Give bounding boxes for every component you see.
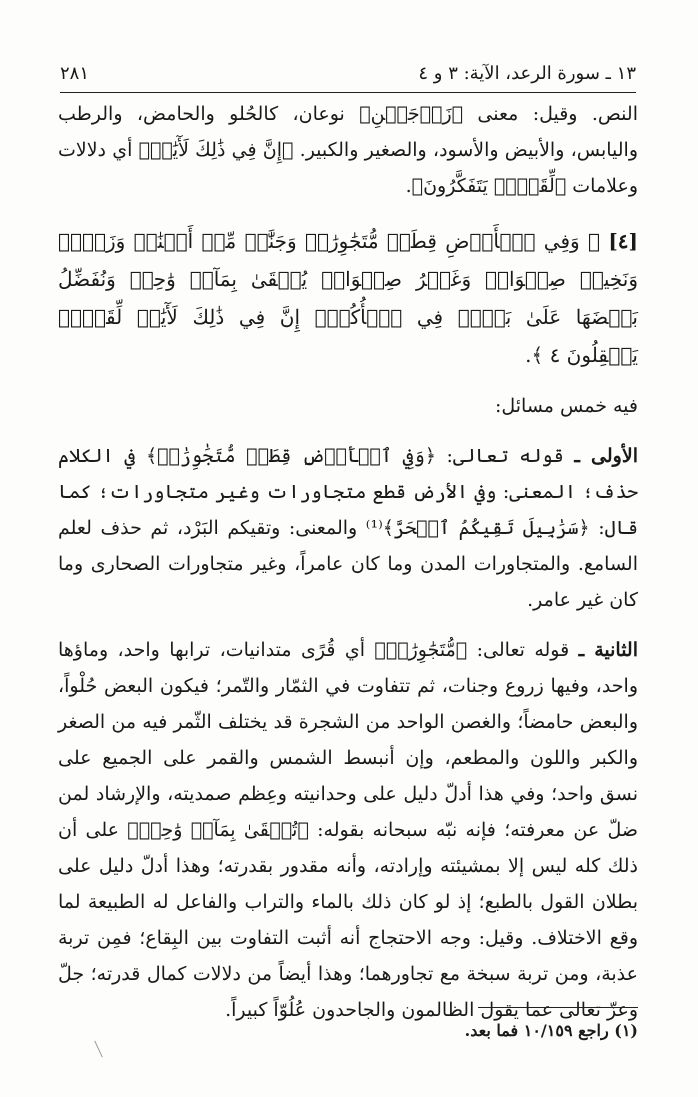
scan-mark bbox=[94, 1041, 103, 1058]
issue-one-text: قوله تعالى: ﴿وَفِي ٱلۡأَرۡضِ قِطَعٞ مُّتَجَٰوِرَٰتٞ﴾ في الكلام حذف؛ المعنى: وفي الأرض قطع متجاورات وغير متجاورات؛ كما قال: ﴿سَرَٰبِيلَ تَقِيكُمُ ٱلۡحَرَّ﴾⁽¹⁾ والمعنى: وتقيكم البَرْد، ثم حذف لعلم السامع. والمتجاورات المدن وما كان عامراً، وغير متجاورات الصحارى وما كان غير عامر. bbox=[58, 445, 638, 611]
footnote: (١) راجع ١٠/١٥٩ فما بعد. bbox=[464, 1021, 638, 1040]
page-number: ٢٨١ bbox=[60, 62, 90, 84]
issue-two-heading: الثانية ـ bbox=[578, 639, 639, 661]
issue-two-text: قوله تعالى: ﴿مُّتَجَٰوِرَٰتٞ﴾ أي قُرًى متدانيات، ترابها واحد، وماؤها واحد، وفيها زروع وجنات، ثم تتفاوت في الثمّار والتّمر؛ فيكون البعض حُلْواً، والبعض حامضاً؛ والغصن الواحد من الشجرة قد يختلف الثّمر فيه من الصغر والكبر واللون والمطعم، وإن أنبسط الشمس والقمر على الجميع على نسق واحد؛ وفي هذا أدلّ دليل على وحدانيته وعِظم صمديته، والإرشاد لمن ضلّ عن معرفته؛ فإنه نبّه سبحانه بقوله: ﴿تُسۡقَىٰ بِمَآءٖ وَٰحِدٖ﴾ على أن ذلك كله ليس إلا بمشيئته وإرادته، وأنه مقدور بقدرته؛ وهذا أدلّ دليل على بطلان القول بالطبع؛ إذ لو كان ذلك بالماء والتراب والفاعل له الطبيعة لما وقع الاختلاف. وقيل: وجه الاحتجاج أنه أثبت التفاوت بين البِقاع؛ فمِن تربة عذبة، ومن تربة سبخة مع تجاورهما؛ وهذا أيضاً من دلالات كمال قدرته؛ جلّ وعزّ تعالى عما يقول الظالمون والجاحدون عُلُوّاً كبيراً. bbox=[58, 639, 638, 1021]
header-rule bbox=[60, 92, 636, 93]
verse-text: ﴿ وَفِي ٱلۡأَرۡضِ قِطَعٞ مُّتَجَٰوِرَٰتٞ وَجَنَّٰتٞ مِّنۡ أَعۡنَٰبٖ وَزَرۡعٞ وَنَخِيلٞ صِنۡوَانٞ وَغَيۡرُ صِنۡوَانٖ يُسۡقَىٰ بِمَآءٖ وَٰحِدٖ وَنُفَضِّلُ بَعۡضَهَا عَلَىٰ بَعۡضٖ فِي ٱلۡأُكُلِۚ إِنَّ فِي ذَٰلِكَ لَأٓيَٰتٖ لِّقَوۡمٖ يَعۡقِلُونَ ٤ ﴾. bbox=[58, 229, 638, 367]
issue-one bbox=[58, 438, 638, 618]
quran-verse bbox=[58, 222, 638, 374]
main-text bbox=[58, 96, 638, 1028]
issue-one-heading: الأولى ـ bbox=[574, 445, 638, 467]
issue-two bbox=[58, 632, 638, 1028]
verse-number: [٤] bbox=[608, 229, 638, 253]
running-title: ١٣ ـ سورة الرعد، الآية: ٣ و ٤ bbox=[418, 62, 636, 84]
footnote-rule bbox=[478, 1007, 638, 1008]
paragraph-continuation: النص. وقيل: معنى ﴿زَوۡجَيۡنِ﴾ نوعان، كالحُلو والحامض، والرطب واليابس، والأبيض والأسود، والصغير والكبير. ﴿إِنَّ فِي ذَٰلِكَ لَأٓيَٰتٖ﴾ أي دلالات وعلامات ﴿لِّقَوۡمٖ يَتَفَكَّرُونَ﴾. bbox=[58, 103, 638, 197]
page-header bbox=[60, 58, 636, 88]
issues-intro: فيه خمس مسائل: bbox=[494, 395, 638, 417]
